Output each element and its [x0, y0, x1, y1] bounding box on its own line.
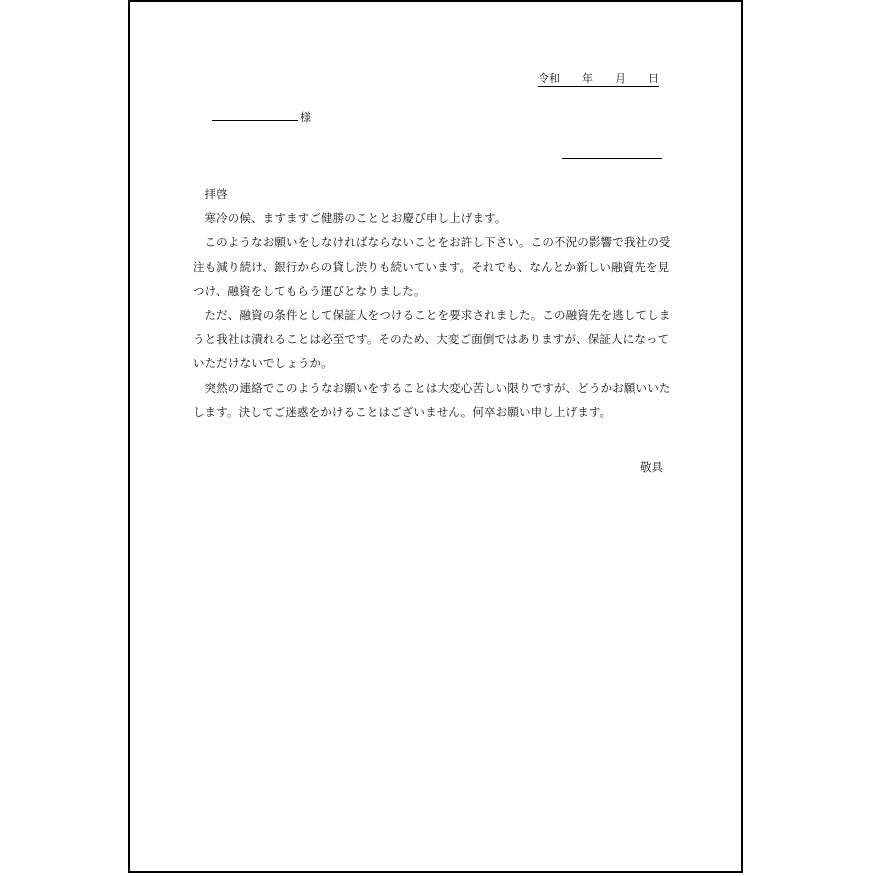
- paragraph-2: このようなお願いをしなければならないことをお許し下さい。この不況の影響で我社の受注も減り続け、銀行からの貸し渋りも続いています。それでも、なんとか新しい融資先を見つけ、融資をしてもらう運びとなりました。: [193, 235, 671, 298]
- opening-salutation: 拝啓: [204, 187, 228, 201]
- date-day: 日: [648, 72, 659, 85]
- date-era: 令和: [538, 72, 560, 85]
- paragraph-4: 突然の連絡でこのようなお願いをすることは大変心苦しい限りですが、どうかお願いいたします。決してご迷惑をかけることはございません。何卒お願い申し上げます。: [193, 380, 671, 419]
- paragraph-1: 寒冷の候、ますますご健勝のこととお慶び申し上げます。: [204, 211, 507, 226]
- date-line: [538, 72, 659, 87]
- closing-salutation: 敬具: [640, 460, 663, 474]
- addressee-honorific: 様: [300, 111, 311, 124]
- date-month: 月: [615, 72, 626, 85]
- letter-page: [128, 0, 743, 873]
- addressee-blank: [212, 109, 298, 121]
- letter-body: [193, 182, 678, 424]
- paragraph-3: ただ、融資の条件として保証人をつけることを要求されました。この融資先を逃してしまうと我社は潰れることは必至です。そのため、大変ご面倒ではありますが、保証人になっていただけないでしょうか。: [193, 308, 671, 371]
- sender-blank-line: [562, 158, 662, 159]
- date-year: 年: [582, 72, 593, 85]
- addressee-line: [212, 109, 311, 125]
